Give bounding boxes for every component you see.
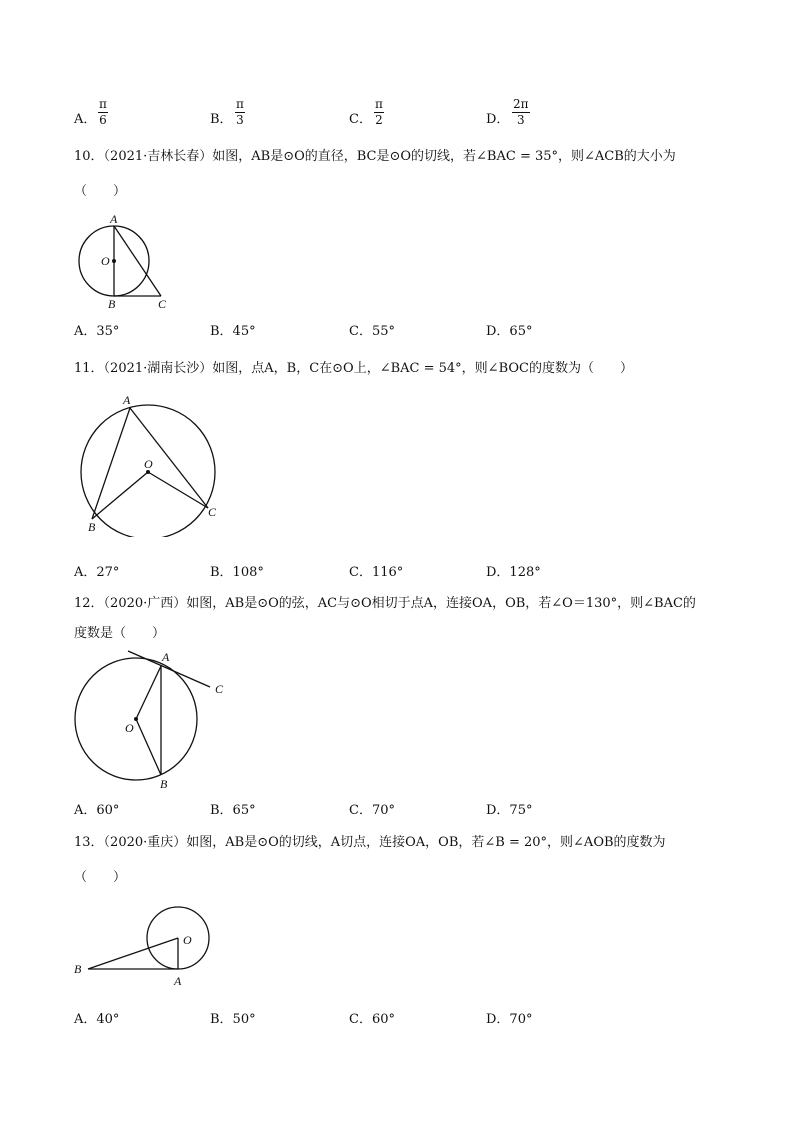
q9-option-b-numerator: π (236, 97, 244, 111)
q13-label-o: O (183, 933, 192, 947)
q12-option-c: C．70° (349, 803, 395, 818)
q11-label-c: C (208, 505, 217, 519)
q11-figure (74, 392, 224, 537)
q9-option-c-fraction (374, 97, 384, 128)
q10-label-o: O (101, 254, 110, 268)
q10-label-c: C (158, 297, 167, 311)
q11-label-o: O (144, 457, 153, 471)
q10-center-dot (112, 259, 116, 263)
q10-line-ac (114, 226, 161, 296)
q12-stem-line1: 12．（2020·广西）如图，AB是⊙O的弦，AC与⊙O相切于点A，连接OA，OB，若∠O＝130°，则∠BAC的 (74, 596, 696, 611)
q12-line-ob (136, 719, 161, 775)
q9-option-d-letter: D． (486, 112, 510, 127)
q10-option-a: A．35° (74, 324, 120, 339)
q10-option-c: C．55° (349, 324, 395, 339)
q12-label-o: O (125, 721, 134, 735)
q12-label-c: C (215, 682, 224, 696)
q11-line-ac (130, 408, 208, 508)
q13-label-b: B (74, 962, 82, 976)
q11-option-d: D．128° (486, 565, 541, 580)
q9-option-a-numerator: π (99, 97, 107, 111)
q11-stem-line1: 11．（2021·湖南长沙）如图，点A，B，C在⊙O上，∠BAC = 54°，则∠BOC的度数为（ ） (74, 361, 633, 376)
q12-figure (70, 646, 240, 794)
q9-option-b-fraction (235, 97, 245, 128)
q13-option-b: B．50° (210, 1012, 256, 1027)
q9-option-c-denominator: 2 (375, 113, 383, 127)
q13-option-d: D．70° (486, 1012, 533, 1027)
q12-stem-line2: 度数是（ ） (74, 626, 166, 641)
q12-center-dot (134, 717, 138, 721)
q9-option-b-letter: B． (210, 112, 233, 127)
q12-label-b: B (160, 777, 168, 791)
q13-option-a: A．40° (74, 1012, 120, 1027)
q9-option-b-denominator: 3 (236, 113, 244, 127)
q13-option-c: C．60° (349, 1012, 395, 1027)
q13-stem-line2: （ ） (74, 870, 127, 885)
q10-stem-line1: 10．（2021·吉林长春）如图，AB是⊙O的直径，BC是⊙O的切线，若∠BAC = 35°，则∠ACB的大小为 (74, 149, 676, 164)
q11-option-b: B．108° (210, 565, 264, 580)
q9-option-a-letter: A． (74, 112, 97, 127)
q12-label-a: A (162, 650, 170, 664)
q11-label-b: B (88, 520, 96, 534)
q9-option-c-numerator: π (375, 97, 383, 111)
q10-option-d: D．65° (486, 324, 533, 339)
q11-option-c: C．116° (349, 565, 404, 580)
q13-stem-line1: 13．（2020·重庆）如图，AB是⊙O的切线，A切点，连接OA，OB，若∠B = 20°，则∠AOB的度数为 (74, 835, 666, 850)
q12-line-oa (136, 666, 161, 719)
q11-option-a: A．27° (74, 565, 120, 580)
q9-option-d-fraction (512, 97, 530, 128)
q12-option-a: A．60° (74, 803, 120, 818)
q13-label-a: A (174, 974, 182, 988)
q12-option-d: D．75° (486, 803, 533, 818)
q12-option-b: B．65° (210, 803, 256, 818)
q9-option-d-denominator: 3 (516, 113, 525, 127)
q13-figure (70, 900, 220, 992)
q9-option-c-letter: C． (349, 112, 372, 127)
q10-label-b: B (108, 297, 116, 311)
q9-option-a-fraction (98, 97, 108, 128)
q11-line-oc (148, 472, 208, 508)
q10-label-a: A (110, 212, 118, 226)
q10-stem-line2: （ ） (74, 184, 127, 199)
q11-label-a: A (123, 393, 131, 407)
q9-option-a-denominator: 6 (99, 113, 107, 127)
q10-figure (70, 208, 180, 314)
q13-line-ob (88, 938, 178, 969)
q10-option-b: B．45° (210, 324, 256, 339)
q9-option-d-numerator: 2π (513, 97, 529, 111)
